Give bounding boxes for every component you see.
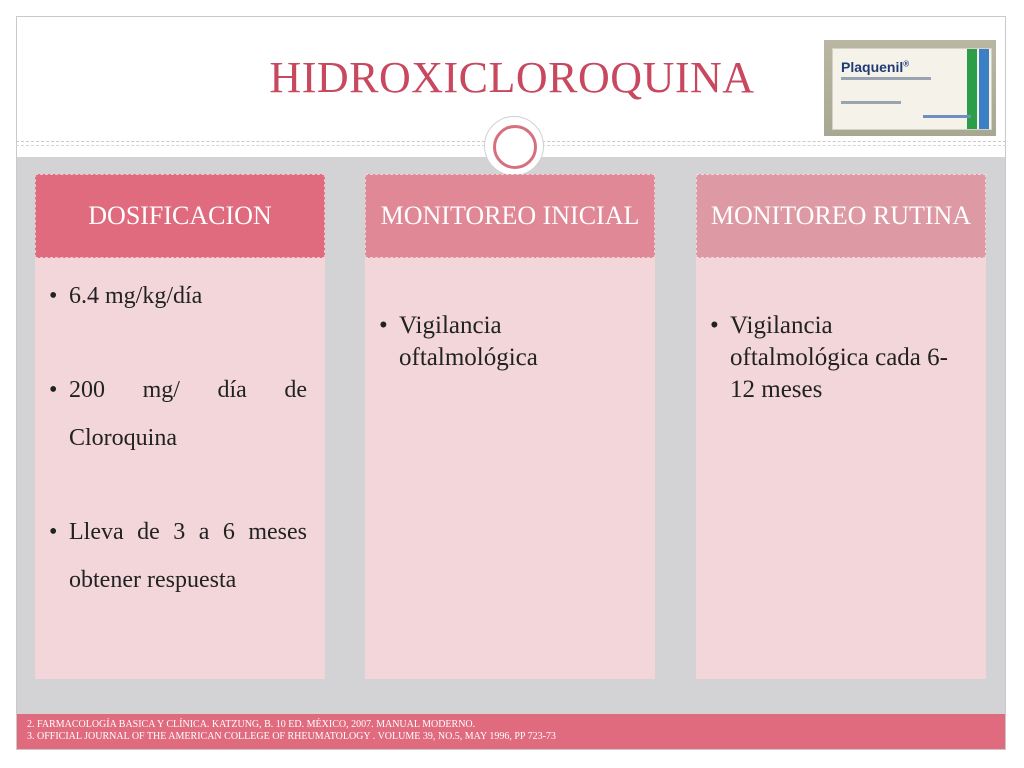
ring-icon <box>484 116 544 176</box>
product-image <box>824 40 996 136</box>
list-item: • Vigilancia oftalmológica <box>379 312 538 371</box>
bullet-icon: • <box>49 283 58 309</box>
reference-1: 2. FARMACOLOGÍA BASICA Y CLÍNICA. KATZUNG, B. 10 ED. MÉXICO, 2007. MANUAL MODERNO. <box>27 719 476 730</box>
bullet-list <box>708 310 968 406</box>
column-body <box>35 258 325 679</box>
column-monitoreo-inicial <box>365 174 655 679</box>
list-item: • Vigilancia oftalmológica cada 6- 12 meses <box>710 312 948 403</box>
bullet-icon: • <box>49 519 58 545</box>
reference-2: 3. OFFICIAL JOURNAL OF THE AMERICAN COLLEGE OF RHEUMATOLOGY . VOLUME 39, NO.5, MAY 1996, PP 723-73 <box>27 731 556 742</box>
product-subtext-line <box>841 77 931 80</box>
column-monitoreo-rutina <box>696 174 986 679</box>
bullet-icon: • <box>49 377 58 403</box>
bullet-list <box>377 310 637 374</box>
list-item: • 6.4 mg/kg/día <box>47 272 307 320</box>
column-header: MONITOREO INICIAL <box>365 174 655 258</box>
product-box <box>832 48 992 130</box>
bullet-icon: • <box>379 312 388 339</box>
bullet-list <box>47 272 307 604</box>
references-footer <box>17 714 1005 749</box>
list-item: • 200 mg/ día de Cloroquina <box>47 366 307 462</box>
column-header: DOSIFICACION <box>35 174 325 258</box>
product-brand-name: Plaquenil® <box>841 59 910 75</box>
column-header: MONITOREO RUTINA <box>696 174 986 258</box>
product-subtext-line <box>841 101 901 104</box>
ring-icon-inner <box>493 125 537 169</box>
column-body <box>365 258 655 679</box>
product-maker-line <box>923 115 971 118</box>
product-blue-stripe <box>979 49 989 129</box>
column-dosificacion <box>35 174 325 679</box>
list-item: • Lleva de 3 a 6 meses obtener respuesta <box>47 508 307 604</box>
column-body <box>696 258 986 679</box>
slide-title: HIDROXICLOROQUINA <box>269 53 755 102</box>
bullet-icon: • <box>710 312 719 339</box>
